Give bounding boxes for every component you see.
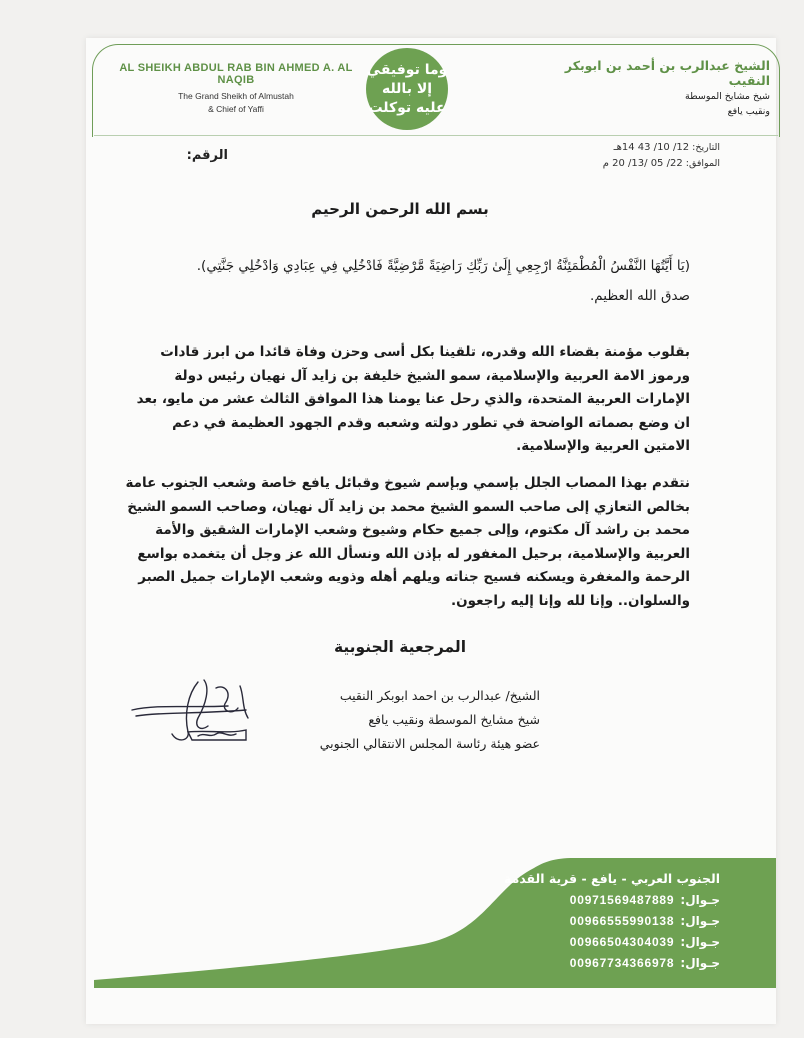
phone-row xyxy=(500,953,720,974)
signer-membership: عضو هيئة رئاسة المجلس الانتقالي الجنوبي xyxy=(319,736,540,751)
phone-number: 00967734366978 xyxy=(569,956,675,970)
phone-label: جـوال: xyxy=(680,956,720,970)
signer-block xyxy=(290,684,540,756)
letterhead-divider xyxy=(94,135,778,136)
signer-title: شيخ مشايخ الموسطة ونقيب يافع xyxy=(368,712,540,727)
gregorian-date-value: 22/ 05 /13/ 20 م xyxy=(602,158,683,169)
letterhead-arabic xyxy=(556,58,770,118)
emblem-line-1: وما توفيقي xyxy=(366,61,448,78)
phone-row xyxy=(500,911,720,932)
phone-label: جـوال: xyxy=(680,893,720,907)
quran-verse: (يَا أَيَّتُهَا النَّفْسُ الْمُطْمَئِنَّةُ ارْجِعِي إِلَىٰ رَبِّكِ رَاضِيَةً مَّرْضِيَّةً فَادْخُلِي فِي عِبَادِي وَادْخُلِي جَنَّتِي). xyxy=(196,258,690,274)
handwritten-signature xyxy=(128,674,256,754)
phone-number: 00966555990138 xyxy=(569,914,675,928)
arabic-title-1: شيخ مشايخ الموسطة xyxy=(684,91,770,102)
arabic-name: الشيخ عبدالرب بن أحمد بن ابوبكر النقيب xyxy=(564,58,770,88)
basmala: بسم الله الرحمن الرحيم xyxy=(311,200,489,218)
reference-number-label: الرقم: xyxy=(186,148,228,163)
arabic-title-2: ونقيب يافع xyxy=(727,106,770,117)
hijri-date xyxy=(560,142,720,153)
gregorian-date-label: الموافق: xyxy=(685,158,720,169)
hijri-date-label: التاريخ: xyxy=(692,142,720,153)
paragraph-sympathy: نتقدم بهذا المصاب الجلل بإسمي وبإسم شيوخ وقبائل يافع خاصة وشعب الجنوب عامة بخالص التعازي إلى صاحب السمو الشيخ محمد بن زايد آل نهيان، وصاحب السمو الشيخ محمد بن راشد آل مكتوم، وإلى جميع حكام وشيوخ وشعب الإمارات الشقيق والأمة العربية والإسلامية، برحيل المغفور له بإذن الله ونسأل الله عز وجل أن يتغمده بواسع الرحمة والمغفرة ويسكنه فسيح جناته ويلهم أهله وذويه وشعب الإمارات جميل الصبر والسلوان.. وإنا لله وإنا إليه راجعون. xyxy=(125,475,690,609)
phone-number: 00966504304039 xyxy=(569,935,675,949)
sadaq-line: صدق الله العظيم. xyxy=(590,288,690,304)
phone-label: جـوال: xyxy=(680,914,720,928)
emblem-line-3: عليه توكلت xyxy=(368,99,446,116)
signer-name: الشيخ/ عبدالرب بن احمد ابوبكر النقيب xyxy=(339,688,540,703)
paragraph-condolence: بقلوب مؤمنة بقضاء الله وقدره، تلقينا بكل أسى وحزن وفاة قائدا من ابرز قادات ورموز الامة العربية والإسلامية، سمو الشيخ خليفة بن زايد آل نهيان رئيس دولة الإمارات العربية المتحدة، والذي رحل عنا يومنا هذا الموافق الثالث عشر من مايو، بعد ان وضع بصماته الواضحة في تطور دولته وشعبه وقدم الجهود العظيمة في دعم الامتين العربية والإسلامية. xyxy=(136,344,690,454)
phone-row xyxy=(500,890,720,911)
footer-contact xyxy=(500,868,720,974)
phone-number: 00971569487889 xyxy=(569,893,675,907)
phone-label: جـوال: xyxy=(680,935,720,949)
english-title-2: & Chief of Yaffi xyxy=(208,104,264,114)
english-title-1: The Grand Sheikh of Almustah xyxy=(178,91,294,101)
emblem-line-2: إلا بالله xyxy=(381,80,433,97)
phone-row xyxy=(500,932,720,953)
english-name: AL SHEIKH ABDUL RAB BIN AHMED A. AL NAQIB xyxy=(119,62,353,86)
letterhead-english xyxy=(100,62,372,116)
gregorian-date xyxy=(560,158,720,169)
emblem-seal xyxy=(366,48,448,130)
hijri-date-value: 12/ 10/ 43 14هـ xyxy=(613,142,690,153)
authority-heading: المرجعية الجنوبية xyxy=(333,638,467,656)
footer-address: الجنوب العربي - يافع - قرية القدمة xyxy=(504,871,720,886)
